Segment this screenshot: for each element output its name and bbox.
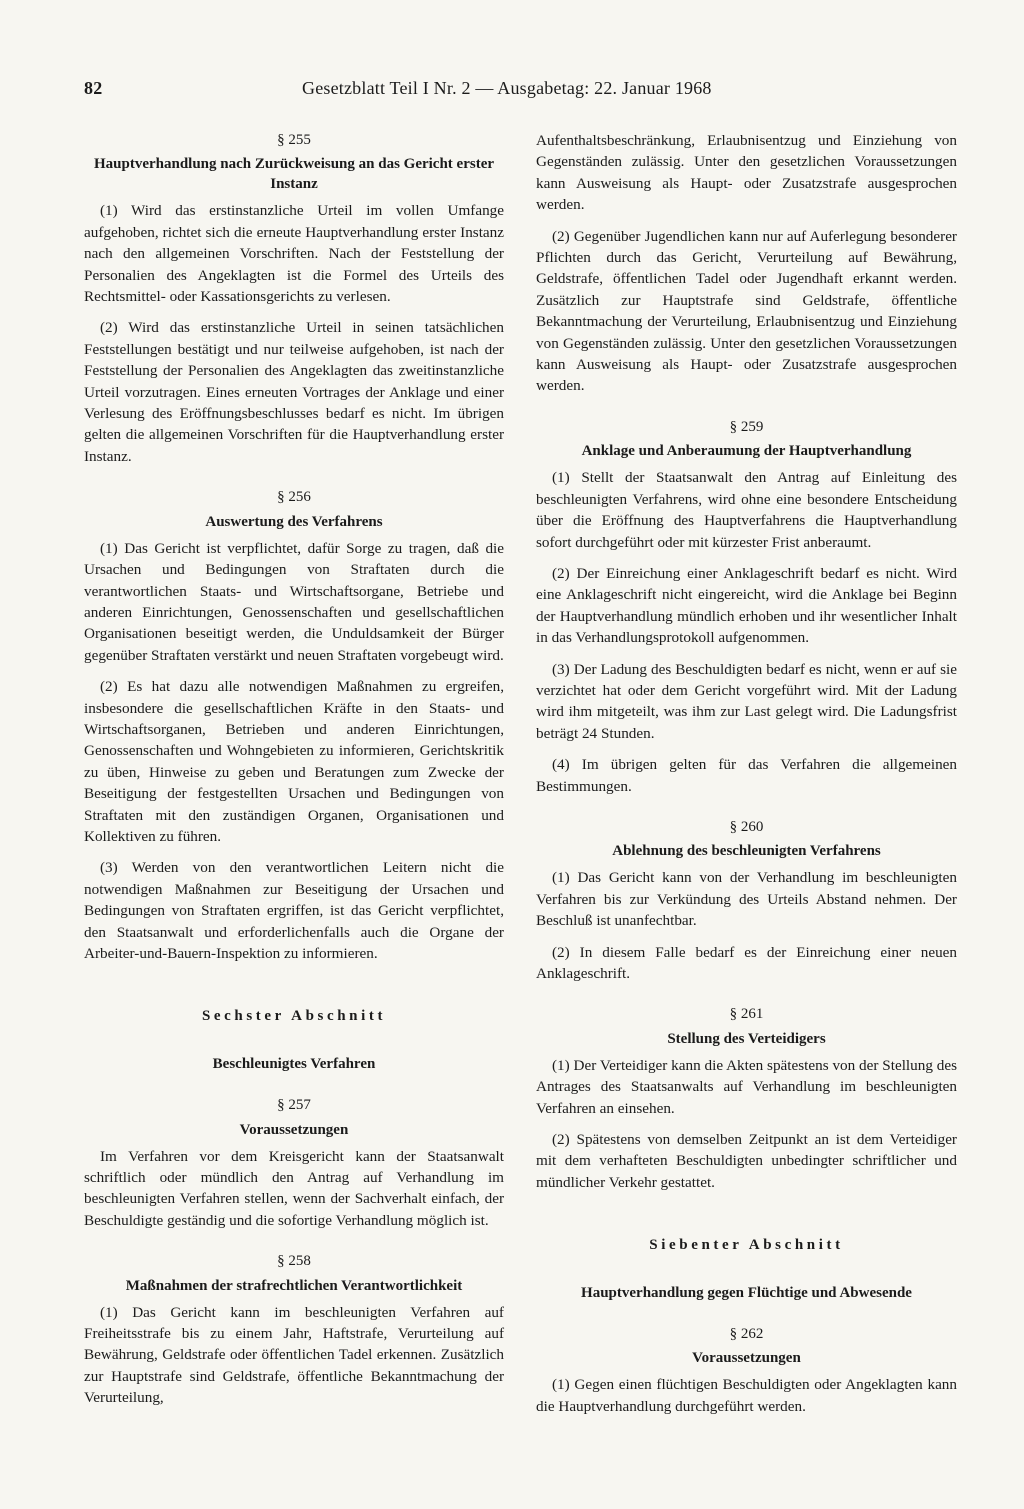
section-255-paragraph-2: (2) Wird das erstinstanzliche Urteil in seinen tatsächlichen Feststellungen bestätigt und nur teilweise aufgehoben, ist nach der Feststellung der Personalien des Angeklagten das zweitinstanzliche Urteil vorzutragen. Eines erneuten Vortrages der Anklage und einer Verlesung des Eröffnungsbeschlusses bedarf es nicht. Im übrigen gelten die allgemeinen Vorschriften für die Hauptverhandlung erster Instanz. [84,319,504,465]
right-column [536,130,957,1427]
part-six-heading: Sechster Abschnitt [201,1008,387,1025]
section-255-heading: Hauptverhandlung nach Zurückweisung an das Gericht erster Instanz [93,156,495,193]
section-256-number: § 256 [277,489,311,506]
section-257-paragraph-1: Im Verfahren vor dem Kreisgericht kann der Staatsanwalt schriftlich oder mündlich den Antrag auf Verhandlung im beschleunigten Verfahren stellen, wenn der Sachverhalt einfach, der Beschuldigte geständig und die sofortige Verhandlung möglich ist. [84,1147,504,1229]
part-seven-title: Hauptverhandlung gegen Flüchtige und Abwesende [581,1284,912,1301]
section-262-number: § 262 [729,1326,764,1343]
section-257-number: § 257 [277,1097,311,1114]
section-259-paragraph-3: (3) Der Ladung des Beschuldigten bedarf es nicht, wenn er auf sie verzichtet hat oder dem Gericht vorgeführt wird. Mit der Ladung wird ihm mitgeteilt, was ihm zur Last gelegt wird. Die Ladungsfrist beträgt 24 Stunden. [536,660,957,742]
page-number: 82 [84,78,103,98]
section-256-heading: Auswertung des Verfahrens [205,513,383,530]
section-259-number: § 259 [729,418,764,435]
section-259-paragraph-2: (2) Der Einreichung einer Anklageschrift bedarf es nicht. Wird eine Anklageschrift nicht eingereicht, wird die Anklage bei Beginn der Hauptverhandlung mündlich erhoben und ihr wesentlicher Inhalt in das Verhandlungsprotokoll aufgenommen. [536,564,957,647]
page-header [84,72,956,106]
section-257-heading: Voraussetzungen [239,1121,349,1138]
section-258-paragraph-1: (1) Das Gericht kann im beschleunigten Verfahren auf Freiheitsstrafe bis zu einem Jahr, Haftstrafe, Verurteilung auf Bewährung, Geldstrafe oder öffentlichen Tadel erkennen. Zusätzlich zur Hauptstrafe sind Geldstrafe, öffentliche Bekanntmachung der Verurteilung, [84,1303,504,1407]
section-260-paragraph-1: (1) Das Gericht kann von der Verhandlung im beschleunigten Verfahren bis zur Verkündung des Urteils Abstand nehmen. Der Beschluß ist unanfechtbar. [536,869,957,930]
section-262-paragraph-1: (1) Gegen einen flüchtigen Beschuldigten oder Angeklagten kann die Hauptverhandlung durchgeführt werden. [536,1376,957,1415]
section-260-number: § 260 [729,818,764,835]
section-261-heading: Stellung des Verteidigers [667,1030,826,1047]
left-column [84,130,504,1419]
part-six-title: Beschleunigtes Verfahren [212,1055,376,1072]
part-seven-heading: Siebenter Abschnitt [649,1237,844,1254]
section-256-paragraph-2: (2) Es hat dazu alle notwendigen Maßnahmen zu ergreifen, insbesondere die gesellschaftlichen Kräfte in den Staats- und Wirtschaftsorganen, Betrieben und anderen Einrichtungen, Genossenschaften und Wohngebieten zu informieren, Gerichtskritik zu üben, Hinweise zu geben und Beratungen zum Zwecke der Beseitigung der festgestellten Ursachen und Bedingungen von Straftaten mit den zuständigen Organen, Organisationen und Kollektiven zu führen. [84,678,504,845]
section-261-number: § 261 [729,1006,764,1023]
section-255-paragraph-1: (1) Wird das erstinstanzliche Urteil im vollen Umfange aufgehoben, richtet sich die erneute Hauptverhandlung erster Instanz nach den allgemeinen Vorschriften. Nach der Feststellung der Personalien des Angeklagten ist die Formel des Urteils des Rechtsmittel- oder Kassationsgerichts zu verlesen. [84,202,504,306]
section-261-paragraph-1: (1) Der Verteidiger kann die Akten spätestens von der Stellung des Antrages des Staatsanwalts auf Verhandlung im beschleunigten Verfahren an einsehen. [536,1056,957,1117]
section-260-heading: Ablehnung des beschleunigten Verfahrens [612,843,881,860]
section-258-number: § 258 [277,1253,311,1270]
section-258-heading: Maßnahmen der strafrechtlichen Verantwortlichkeit [125,1277,463,1294]
section-261-paragraph-2: (2) Spätestens von demselben Zeitpunkt an ist dem Verteidiger mit dem verhafteten Beschuldigten unbedingter schriftlicher und mündlicher Verkehr gestattet. [536,1131,957,1191]
section-256-paragraph-3: (3) Werden von den verantwortlichen Leitern nicht die notwendigen Maßnahmen zur Beseitigung der Ursachen und Bedingungen von Straftaten ergriffen, ist das Gericht verpflichtet, den Staatsanwalt und erforderlichenfalls auch die Organe der Arbeiter-und-Bauern-Inspektion zu informieren. [84,859,504,962]
section-259-heading: Anklage und Anberaumung der Hauptverhandlung [581,443,912,460]
section-255-number: § 255 [277,132,311,148]
section-259-paragraph-4: (4) Im übrigen gelten für das Verfahren die allgemeinen Bestimmungen. [536,756,957,795]
section-258-paragraph-2: (2) Gegenüber Jugendlichen kann nur auf Auferlegung besonderer Pflichten durch das Gericht, Verurteilung auf Bewährung, Geldstrafe, öffentlichen Tadel oder Jugendhaft erkannt werden. Zusätzlich zur Hauptstrafe sind Geldstrafe, öffentliche Bekanntmachung der Verurteilung, Erlaubnisentzug und Einziehung von Gegenständen zulässig. Unter den gesetzlichen Voraussetzungen kann Ausweisung als Haupt- oder Zusatzstrafe ausgesprochen werden. [536,227,957,395]
section-256-paragraph-1: (1) Das Gericht ist verpflichtet, dafür Sorge zu tragen, daß die Ursachen und Bedingungen von Straftaten durch die verantwortlichen Staats- und Wirtschaftsorgane, Betriebe und anderen Einrichtungen, Genossenschaften und gesellschaftlichen Organisationen beseitigt werden, die Unduldsamkeit der Bürger gegenüber Straftaten verstärkt und neuen Straftaten vorgebeugt wird. [84,539,504,664]
section-260-paragraph-2: (2) In diesem Falle bedarf es der Einreichung einer neuen Anklageschrift. [536,943,957,982]
section-262-heading: Voraussetzungen [692,1350,801,1367]
gazette-title: Gesetzblatt Teil I Nr. 2 — Ausgabetag: 22. Januar 1968 [302,78,712,98]
section-259-paragraph-1: (1) Stellt der Staatsanwalt den Antrag auf Einleitung des beschleunigten Verfahrens, wird ohne eine besondere Entscheidung über die Eröffnung des Hauptverfahrens die Hauptverhandlung sofort durchgeführt oder mit kürzester Frist anberaumt. [536,469,957,551]
section-258-continuation: Aufenthaltsbeschränkung, Erlaubnisentzug und Einziehung von Gegenständen zulässig. Unter den gesetzlichen Voraussetzungen kann Ausweisung als Haupt- oder Zusatzstrafe ausgesprochen werden. [536,132,957,214]
